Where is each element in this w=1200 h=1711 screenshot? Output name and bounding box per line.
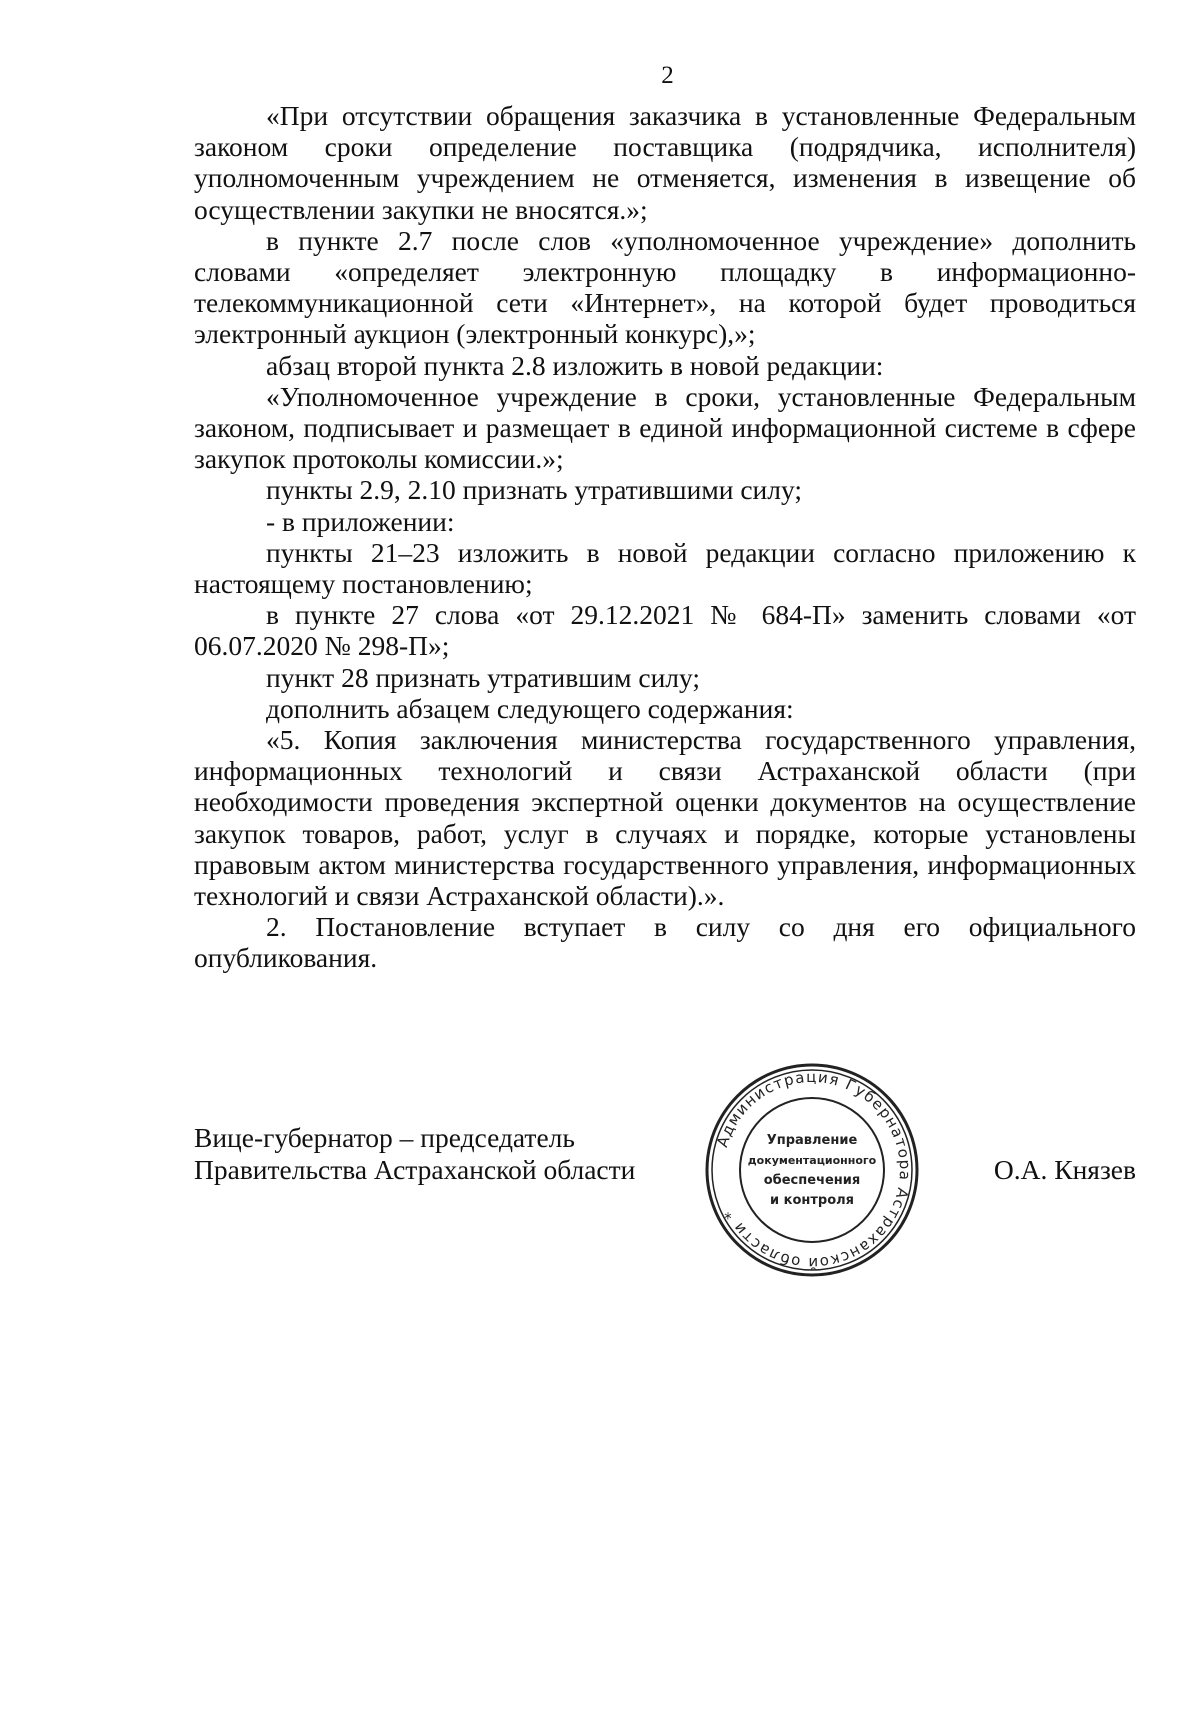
official-seal [702, 1060, 922, 1280]
paragraph: в пункте 27 слова «от 29.12.2021 № 684-П» заменить словами «от 06.07.2020 № 298-П»; [194, 599, 1136, 662]
paragraph: пункты 21–23 изложить в новой редакции согласно приложению к настоящему постановлению; [194, 536, 1136, 600]
paragraph: абзац второй пункта 2.8 изложить в новой редакции: [266, 349, 884, 381]
paragraph: «Уполномоченное учреждение в сроки, установленные Федеральным законом, подписывает и размещает в единой информационной системе в сфере закупок протоколы комиссии.»; [194, 380, 1136, 475]
paragraph: дополнить абзацем следующего содержания: [266, 692, 794, 724]
signatory-name: О.А. Князев [993, 1154, 1136, 1185]
signatory-position-line: Вице-губернатор – председатель [194, 1122, 575, 1153]
paragraph: в пункте 2.7 после слов «уполномоченное учреждение» дополнить словами «определяет электронную площадку в информационно-телекоммуникационной сети «Интернет», на которой будет проводиться электронный аукцион (электронный конкурс),»; [194, 224, 1136, 350]
seal-ring-text: Администрация Губернатора Астраханской области * [713, 1067, 915, 1273]
paragraph: пункт 28 признать утратившим силу; [266, 661, 701, 693]
seal-center-line: Управление [766, 1133, 858, 1148]
signatory-position [194, 1122, 635, 1186]
seal-center-line: обеспечения [763, 1173, 861, 1188]
seal-outer-ring [707, 1065, 917, 1275]
document-body [194, 100, 1136, 974]
paragraph: «5. Копия заключения министерства государственного управления, информационных технологий и связи Астраханской области (при необходимости проведения экспертной оценки документов на осуществление закупок товаров, работ, услуг в случаях и порядке, которые установлены правовым актом министерства государственного управления, информационных технологий и связи Астраханской области).». [194, 724, 1136, 912]
paragraph: «При отсутствии обращения заказчика в установленные Федеральным законом сроки определение поставщика (подрядчика, исполнителя) уполномоченным учреждением не отменяется, изменения в извещение об осуществлении закупки не вносятся.»; [194, 100, 1136, 225]
signature-block [194, 1067, 1136, 1312]
paragraph: пункты 2.9, 2.10 признать утратившими силу; [266, 474, 802, 506]
page-number: 2 [661, 62, 674, 89]
paragraph: 2. Постановление вступает в силу со дня его официального опубликования. [194, 911, 1136, 974]
seal-inner-ring [740, 1098, 884, 1242]
paragraph: - в приложении: [266, 505, 455, 537]
seal-center-line: и контроля [769, 1193, 855, 1208]
seal-center-line: документационного [747, 1154, 877, 1167]
signatory-position-line: Правительства Астраханской области [194, 1154, 636, 1185]
